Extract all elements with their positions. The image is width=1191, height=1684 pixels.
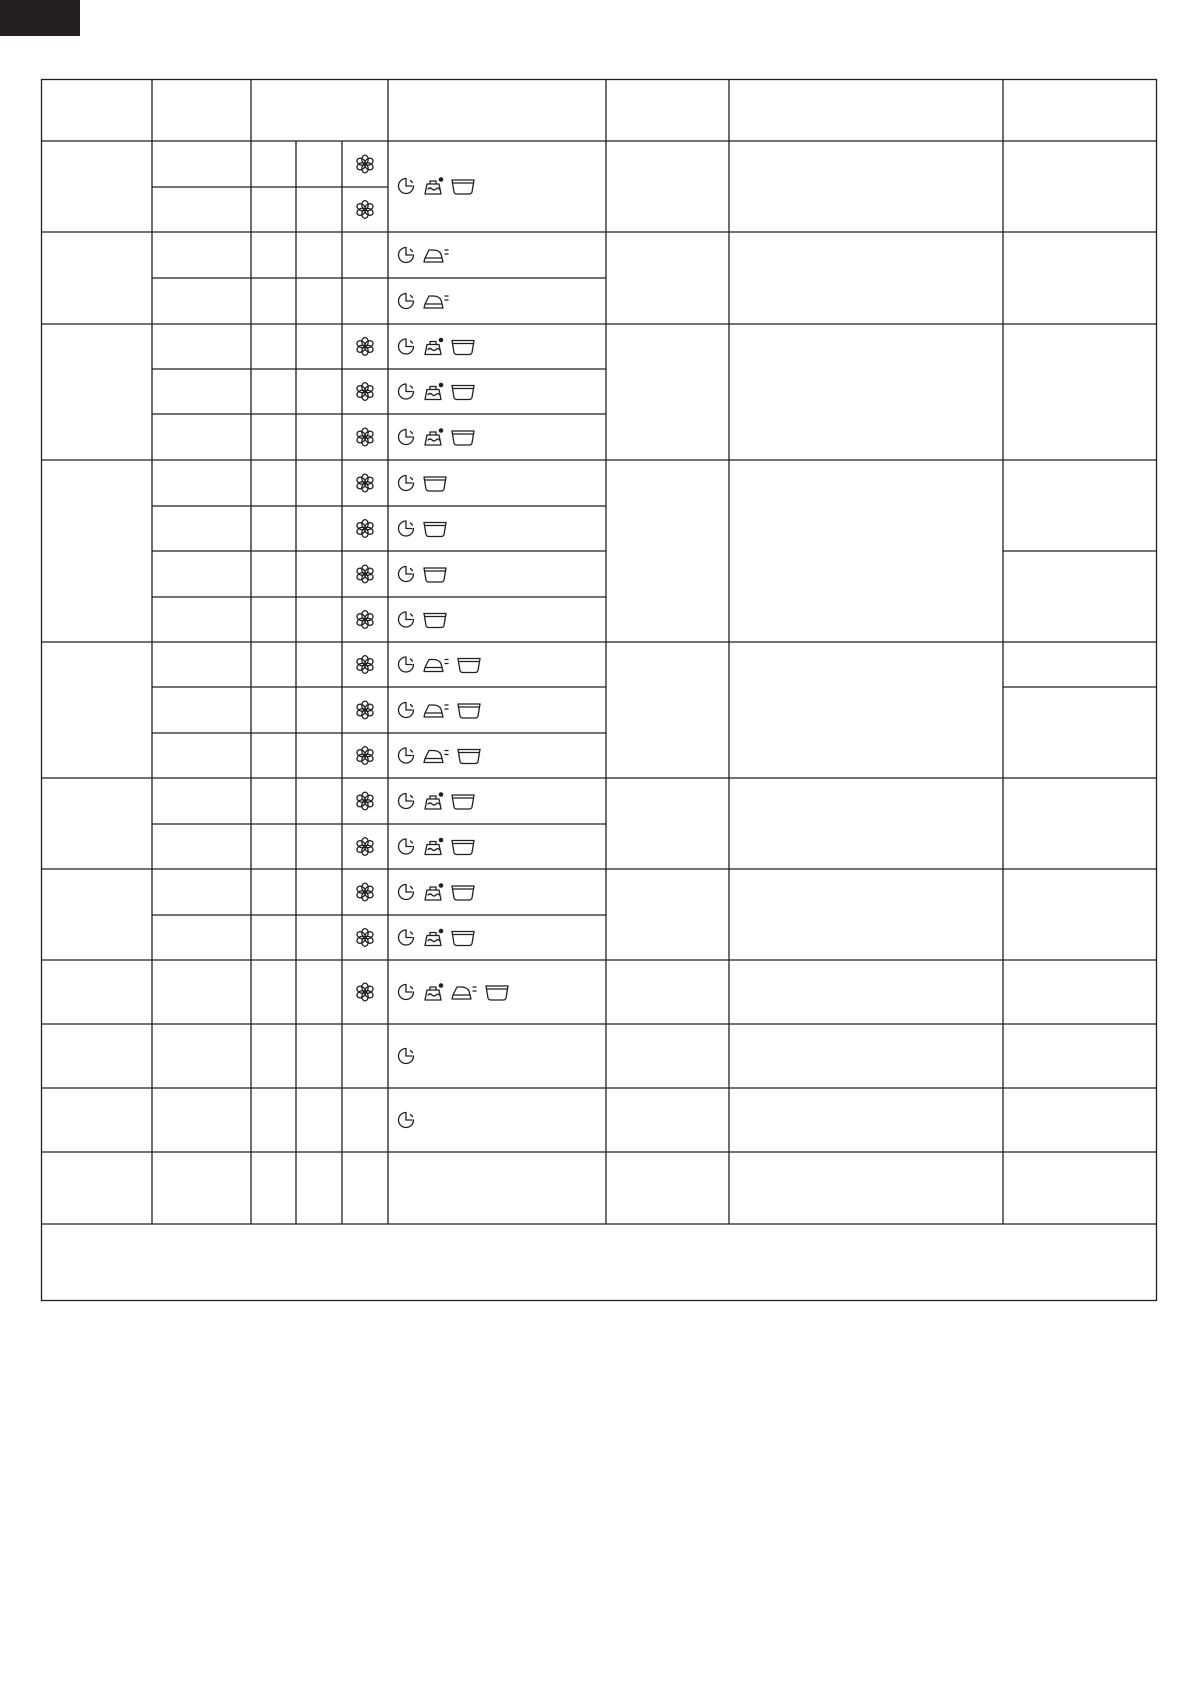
iron-icon: [424, 660, 448, 672]
steam-kettle-icon: [425, 929, 443, 946]
steam-kettle-icon: [425, 428, 443, 445]
timer-icon: [399, 567, 414, 582]
timer-icon: [399, 179, 414, 194]
iron-icon: [452, 987, 476, 999]
bowl-icon: [424, 614, 446, 628]
fan-icon: [356, 838, 375, 856]
bowl-icon: [458, 750, 480, 764]
timer-icon: [399, 521, 414, 536]
iron-icon: [424, 751, 448, 763]
fan-icon: [356, 747, 375, 765]
timer-icon: [399, 1049, 414, 1064]
fan-icon: [356, 201, 375, 219]
timer-icon: [399, 839, 414, 854]
timer-icon: [399, 930, 414, 945]
bowl-icon: [424, 523, 446, 537]
fan-icon: [356, 929, 375, 947]
fan-icon: [356, 611, 375, 629]
timer-icon: [399, 476, 414, 491]
fan-icon-column: [356, 155, 375, 1001]
bowl-icon: [458, 704, 480, 718]
iron-icon: [424, 296, 448, 308]
steam-kettle-icon: [425, 177, 443, 194]
fan-icon: [356, 428, 375, 446]
fan-icon: [356, 656, 375, 674]
bowl-icon: [486, 986, 508, 1000]
fan-icon: [356, 383, 375, 401]
timer-icon: [399, 1113, 414, 1128]
timer-icon: [399, 248, 414, 263]
steam-kettle-icon: [425, 792, 443, 809]
fan-icon: [356, 338, 375, 356]
steam-kettle-icon: [425, 883, 443, 900]
iron-icon: [424, 705, 448, 717]
steam-kettle-icon: [425, 338, 443, 355]
timer-icon: [399, 339, 414, 354]
timer-icon: [399, 885, 414, 900]
steam-kettle-icon: [425, 838, 443, 855]
timer-icon: [399, 294, 414, 309]
fan-icon: [356, 520, 375, 538]
steam-kettle-icon: [425, 983, 443, 1000]
bowl-icon: [452, 431, 474, 445]
timer-icon: [399, 384, 414, 399]
timer-icon: [399, 794, 414, 809]
bowl-icon: [458, 659, 480, 673]
bowl-icon: [452, 341, 474, 355]
timer-icon: [399, 985, 414, 1000]
fan-icon: [356, 155, 375, 173]
bowl-icon: [452, 386, 474, 400]
timer-icon: [399, 703, 414, 718]
bowl-icon: [452, 932, 474, 946]
bowl-icon: [452, 841, 474, 855]
bowl-icon: [452, 886, 474, 900]
bowl-icon: [452, 180, 474, 194]
bowl-icon: [424, 568, 446, 582]
fan-icon: [356, 983, 375, 1001]
timer-icon: [399, 657, 414, 672]
care-symbol-column: [399, 177, 509, 1127]
fan-icon: [356, 792, 375, 810]
timer-icon: [399, 748, 414, 763]
iron-icon: [424, 250, 448, 262]
timer-icon: [399, 430, 414, 445]
steam-kettle-icon: [425, 383, 443, 400]
fan-icon: [356, 565, 375, 583]
fan-icon: [356, 883, 375, 901]
table-frame: [42, 80, 1157, 1301]
fan-icon: [356, 701, 375, 719]
fan-icon: [356, 474, 375, 492]
bowl-icon: [452, 795, 474, 809]
bowl-icon: [424, 477, 446, 491]
timer-icon: [399, 612, 414, 627]
